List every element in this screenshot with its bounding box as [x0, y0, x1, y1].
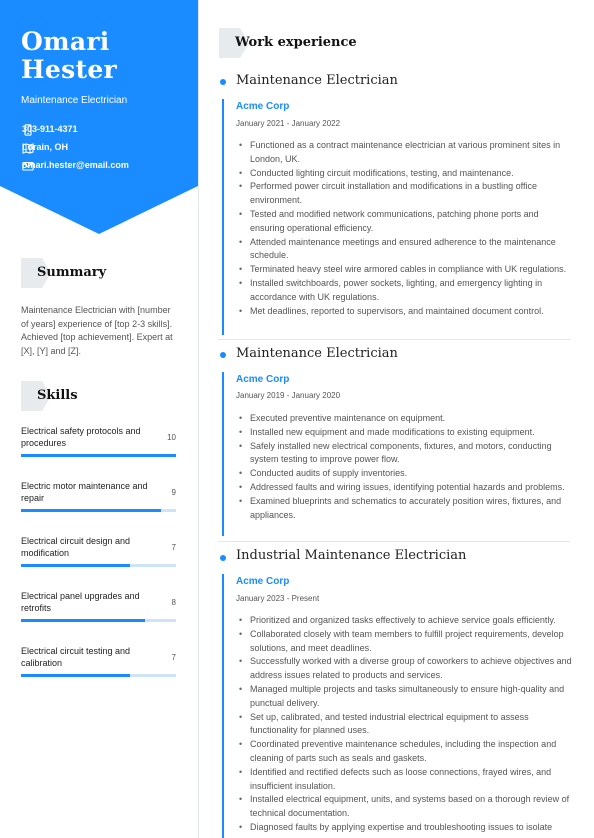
experience-heading	[219, 28, 519, 58]
contact-phone	[22, 124, 78, 134]
skill-level: 7	[171, 653, 176, 662]
phone-icon	[22, 124, 34, 136]
skill-bar-fill	[21, 674, 130, 677]
skill-bar	[21, 564, 176, 567]
list-item: • Addressed faults and wiring issues, identifying potential hazards and problems.	[236, 481, 572, 495]
divider	[218, 339, 570, 340]
skill-bar	[21, 509, 176, 512]
contact-location	[22, 142, 68, 152]
list-item: • Collaborated closely with team members to fulfill project requirements, develop solutions, and meet deadlines.	[236, 628, 572, 656]
mail-icon	[22, 160, 34, 172]
summary-title: Summary	[37, 265, 107, 280]
skill-bar-fill	[21, 454, 176, 457]
list-item: • Terminated heavy steel wire armored cables in compliance with UK regulations.	[236, 263, 572, 277]
skill-bar-fill	[21, 619, 145, 622]
contact-email	[22, 160, 129, 170]
list-item: • Successfully worked with a diverse group of coworkers to achieve objectives and address issues related to products and services.	[236, 655, 572, 683]
skill-level: 9	[171, 488, 176, 497]
sidebar	[0, 0, 199, 838]
list-item: • Set up, calibrated, and tested industrial electrical equipment to assess functionality for planned uses.	[236, 711, 572, 739]
list-item: • Conducted audits of supply inventories.	[236, 467, 572, 481]
list-item: • Functioned as a contract maintenance electrician at various prominent sites in London, UK.	[236, 139, 572, 167]
job-dates: January 2019 - January 2020	[236, 391, 341, 400]
job-bullets	[236, 412, 572, 522]
job-dates: January 2023 - Present	[236, 594, 320, 603]
skill-item	[21, 535, 176, 559]
location-text: Lorain, OH	[22, 142, 69, 152]
skill-name: Electric motor maintenance and repair	[21, 481, 148, 503]
experience-title: Work experience	[235, 35, 357, 50]
skills-title: Skills	[37, 388, 78, 403]
phone-text: 303-911-4371	[22, 124, 78, 134]
list-item: • Tested and modified network communications, patching phone ports and ensuring operational efficiency.	[236, 208, 572, 236]
list-item: • Examined blueprints and schematics to accurately position wires, fixtures, and appliances.	[236, 495, 572, 523]
list-item: • Coordinated preventive maintenance schedules, including the inspection and cleaning of parts such as seals and gaskets.	[236, 738, 572, 766]
list-item: • Installed new equipment and made modifications to existing equipment.	[236, 426, 572, 440]
list-item: • Managed multiple projects and tasks simultaneously to ensure high-quality and punctual delivery.	[236, 683, 572, 711]
list-item: • Conducted lighting circuit modifications, testing, and maintenance.	[236, 167, 572, 181]
skill-item	[21, 480, 176, 504]
candidate-title: Maintenance Electrician	[21, 95, 128, 106]
skill-name: Electrical circuit testing and calibration	[21, 646, 131, 668]
summary-heading	[21, 258, 181, 288]
list-item: • Installed switchboards, power sockets, lighting, and emergency lighting in accordance with UK regulations.	[236, 277, 572, 305]
list-item: • Diagnosed faults by applying expertise and troubleshooting issues to isolate	[236, 821, 572, 835]
job-bullets	[236, 614, 572, 835]
skill-item	[21, 645, 176, 669]
divider	[218, 541, 570, 542]
skill-bar	[21, 674, 176, 677]
company-name: Acme Corp	[236, 576, 290, 587]
job-dates: January 2021 - January 2022	[236, 119, 341, 128]
list-item: • Identified and rectified defects such as loose connections, frayed wires, and insufficient insulation.	[236, 766, 572, 794]
job-title: Maintenance Electrician	[236, 346, 398, 361]
list-item: • Performed power circuit installation and modifications in a bustling office environment.	[236, 180, 572, 208]
candidate-name	[21, 28, 117, 84]
job-bullets	[236, 139, 572, 318]
skill-level: 8	[171, 598, 176, 607]
skills-heading	[21, 381, 181, 411]
skill-bar	[21, 619, 176, 622]
skill-level: 10	[167, 433, 176, 442]
map-icon	[22, 142, 34, 154]
list-item: • Prioritized and organized tasks effectively to achieve service goals efficiently.	[236, 614, 572, 628]
summary-text: Maintenance Electrician with [number of years] experience of [top 2-3 skills]. Achieved [top achievement]. Expert at [X], [Y] and [Z].	[21, 305, 173, 356]
first-name: Omari	[21, 27, 110, 56]
company-name: Acme Corp	[236, 101, 290, 112]
skill-level: 7	[171, 543, 176, 552]
last-name: Hester	[21, 55, 118, 84]
timeline-dot	[220, 555, 226, 561]
list-item: • Installed electrical equipment, units, and systems based on a thorough review of technical documentation.	[236, 793, 572, 821]
skill-bar-fill	[21, 564, 130, 567]
skill-item	[21, 425, 176, 449]
skill-bar-fill	[21, 509, 161, 512]
skill-name: Electrical panel upgrades and retrofits	[21, 591, 140, 613]
skill-item	[21, 590, 176, 614]
email-text[interactable]: omari.hester@email.com	[22, 160, 129, 170]
timeline-line	[222, 372, 224, 536]
timeline-line	[222, 574, 224, 838]
job-title: Industrial Maintenance Electrician	[236, 548, 467, 563]
list-item: • Safely installed new electrical components, fixtures, and motors, conducting system testing to improve power flow.	[236, 440, 572, 468]
company-name: Acme Corp	[236, 374, 290, 385]
main-content	[198, 0, 594, 838]
profile-header	[0, 0, 198, 234]
timeline-line	[222, 99, 224, 335]
list-item: • Met deadlines, reported to supervisors, and maintained document control.	[236, 305, 572, 319]
timeline-dot	[220, 79, 226, 85]
skill-name: Electrical circuit design and modification	[21, 536, 131, 558]
skill-name: Electrical safety protocols and procedures	[21, 426, 141, 448]
list-item: • Attended maintenance meetings and ensured adherence to the maintenance schedule.	[236, 236, 572, 264]
list-item: • Executed preventive maintenance on equipment.	[236, 412, 572, 426]
job-title: Maintenance Electrician	[236, 73, 398, 88]
skill-bar	[21, 454, 176, 457]
timeline-dot	[220, 352, 226, 358]
